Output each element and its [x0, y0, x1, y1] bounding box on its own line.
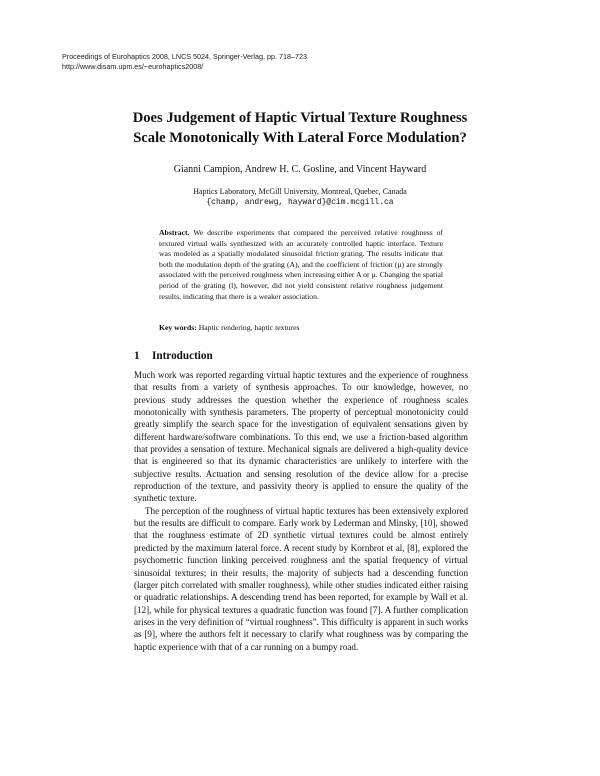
paragraph-1: Much work was reported regarding virtual haptic textures and the experience of roughness that results from a variety of synthesis approaches. To our knowledge, however, no previous study addresses the question whether the experience of roughness scales monotonically with synthesis parameters. The property of perceptual monotonicity could greatly simplify the search space for the investigation of equivalent sensations given by different hardware/software combinations. To this end, we use a friction-based algorithm that provides a sensation of texture. Mechanical signals are delivered a high-quality device that is engineered so that its dynamic characteristics are unlikely to interfere with the subjective results. Actuation and sensing resolution of the device allow for a precise reproduction of the texture, and passivity theory is applied to ensure the quality of the synthetic texture.: [134, 370, 468, 504]
affiliation: Haptics Laboratory, McGill University, Montreal, Quebec, Canada: [193, 187, 407, 196]
paper-title: [62, 108, 538, 148]
section-title: Introduction: [152, 350, 213, 362]
title-line-1: Does Judgement of Haptic Virtual Texture Roughness: [132, 110, 468, 126]
keywords: [159, 323, 443, 334]
proceedings-citation: Proceedings of Eurohaptics 2008, LNCS 5024, Springer-Verlag, pp. 718–723.: [62, 52, 309, 61]
author-emails: {champ, andrewg, hayward}@cim.mcgill.ca: [206, 198, 394, 207]
abstract-text: We describe experiments that compared the perceived relative roughness of textured virtual walls synthesized with an accurately controlled haptic interface. Texture was modeled as a spatially modulated sinusoidal friction grating. The results indicate that both the modulation depth of the grating (A), and the coefficient of friction (μ) are strongly associated with the perceived roughness when increasing either A or μ. Changing the spatial period of the grating (l), however, did not yield consistent relative roughness judgement results, indicating that there is a weaker association.: [159, 228, 443, 301]
author-list: Gianni Campion, Andrew H. C. Gosline, and Vincent Hayward: [173, 164, 427, 175]
title-line-2: Scale Monotonically With Lateral Force Modulation?: [133, 130, 467, 146]
section-heading: [134, 349, 474, 363]
conference-url[interactable]: http://www.disam.upm.es/~eurohaptics2008/: [62, 62, 204, 71]
section-body: [134, 369, 468, 653]
keywords-text: Haptic rendering, haptic textures: [198, 323, 300, 332]
section-number: 1: [134, 350, 140, 362]
proceedings-header: [62, 52, 542, 72]
keywords-label: Key words:: [159, 323, 197, 332]
paragraph-2: The perception of the roughness of virtual haptic textures has been extensively explored but the results are difficult to compare. Early work by Lederman and Minsky, [10], showed that the roughness estimate of 2D synthetic virtual textures could be almost entirely predicted by the maximum lateral force. A recent study by Kornbrot et al, [8], explored the psychometric function linking perceived roughness and the spatial frequency of virtual sinusoidal textures; in their results, the majority of subjects had a descending function (larger pitch correlated with smaller roughness), while other studies indicated either raising or quadratic relationships. A descending trend has been reported, for example by Wall et al. [12], while for physical textures a quadratic function was found [7]. A further complication arises in the very definition of “virtual roughness”. This difficulty is apparent in such works as [9], where the authors felt it necessary to clarify what roughness was by comparing the haptic experience with that of a car running on a bumpy road.: [134, 505, 468, 652]
abstract: [159, 228, 443, 302]
abstract-label: Abstract.: [159, 228, 190, 237]
affiliation-block: [62, 186, 538, 208]
